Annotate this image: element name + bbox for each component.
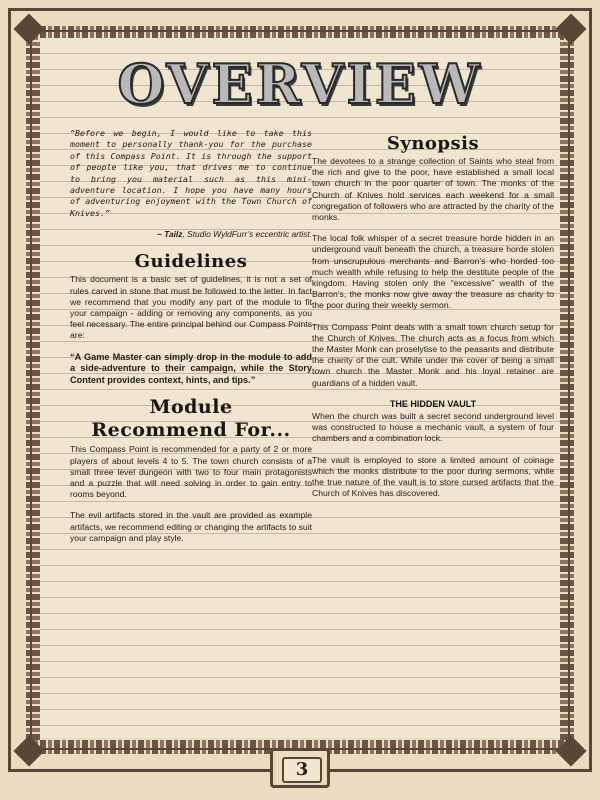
- attribution-name: ~ Tailz: [156, 229, 183, 240]
- module-heading-line2: Recommend For...: [91, 419, 291, 442]
- guidelines-text: This document is a basic set of guidelines, it is not a set of rules carved in stone that must be followed to the letter. In fact we recommend that you modify any part of the module to fit your campaign - adding or removing any components, as you feel necessary. The entire principal behind our Compass Points are:: [70, 274, 312, 341]
- vault-heading: THE HIDDEN VAULT: [389, 398, 477, 409]
- module-text-1: This Compass Point is recommended for a party of 2 or more players of about levels 4 to 5. The town church consists of a small three level dungeon with two to four main protagonists and a puzzle that will need solving in order to gain entry to rooms beyond.: [70, 444, 312, 500]
- intro-quote: “Before we begin, I would like to take this moment to personally thank-you for the purchase of this Compass Point. It is through the support of people like you, that drives me to continue to bring you material such as this mini-adventure location. I hope you have many hours of adventuring enjoyment with the Town Church of Knives.”: [70, 128, 312, 218]
- attribution-role: , Studio WyldFurr’s eccentric artist.: [182, 229, 312, 240]
- synopsis-paragraph-3: This Compass Point deals with a small town church setup for the Church of Knives. The church acts as a focus from which the Master Monk can proselytise to the peasants and distribute the charity of the cult. While under the cover of being a small town church the Master Monk and his loyal retainer are guardians of a hidden vault.: [312, 321, 554, 388]
- page-number-plate: [270, 748, 330, 788]
- module-text-2: The evil artifacts stored in the vault are provided as example artifacts, we recommend editing or changing the artifacts to suit your campaign and play style.: [70, 510, 312, 543]
- vault-paragraph-2: The vault is employed to store a limited amount of coinage which the monks distribute to the poor during sermons, while the true nature of the vault is to store cursed artifacts that the Church of Knives has discovered.: [312, 454, 554, 499]
- synopsis-paragraph-2: The local folk whisper of a secret treasure horde hidden in an underground vault beneath the church, a treasure horde stolen from unscrupulous merchants and Barron’s who horded too much wealth while refusing to help the destitute people of the kingdom. Having stolen only the “excessive” wealth of the Barron’s, the monks now give away the treasure as charity to the poor during their weekly sermon.: [312, 233, 554, 311]
- synopsis-heading: Synopsis: [386, 133, 480, 154]
- left-column: [70, 128, 312, 554]
- page-number: 3: [282, 757, 322, 783]
- gm-quote: “A Game Master can simply drop in the module to add a side-adventure to their campaign, while the Story Content provides context, hints, and tips.”: [70, 351, 312, 385]
- attribution: [70, 229, 312, 240]
- page-title: OVERVIEW: [117, 52, 483, 116]
- synopsis-paragraph-1: The devotees to a strange collection of Saints who steal from the rich and give to the poor, have established a small local town church in the poor quarter of town. The monks of the Church of Knives hold services each weekend for a small congregation of followers who are attracted by the charity of the monks.: [312, 156, 554, 223]
- guidelines-heading: Guidelines: [134, 251, 248, 273]
- module-heading-line1: Module: [149, 396, 233, 419]
- right-column: [312, 132, 554, 509]
- vault-paragraph-1: When the church was built a secret second underground level was constructed to house a mechanic vault, a system of four chambers and a combination lock.: [312, 411, 554, 444]
